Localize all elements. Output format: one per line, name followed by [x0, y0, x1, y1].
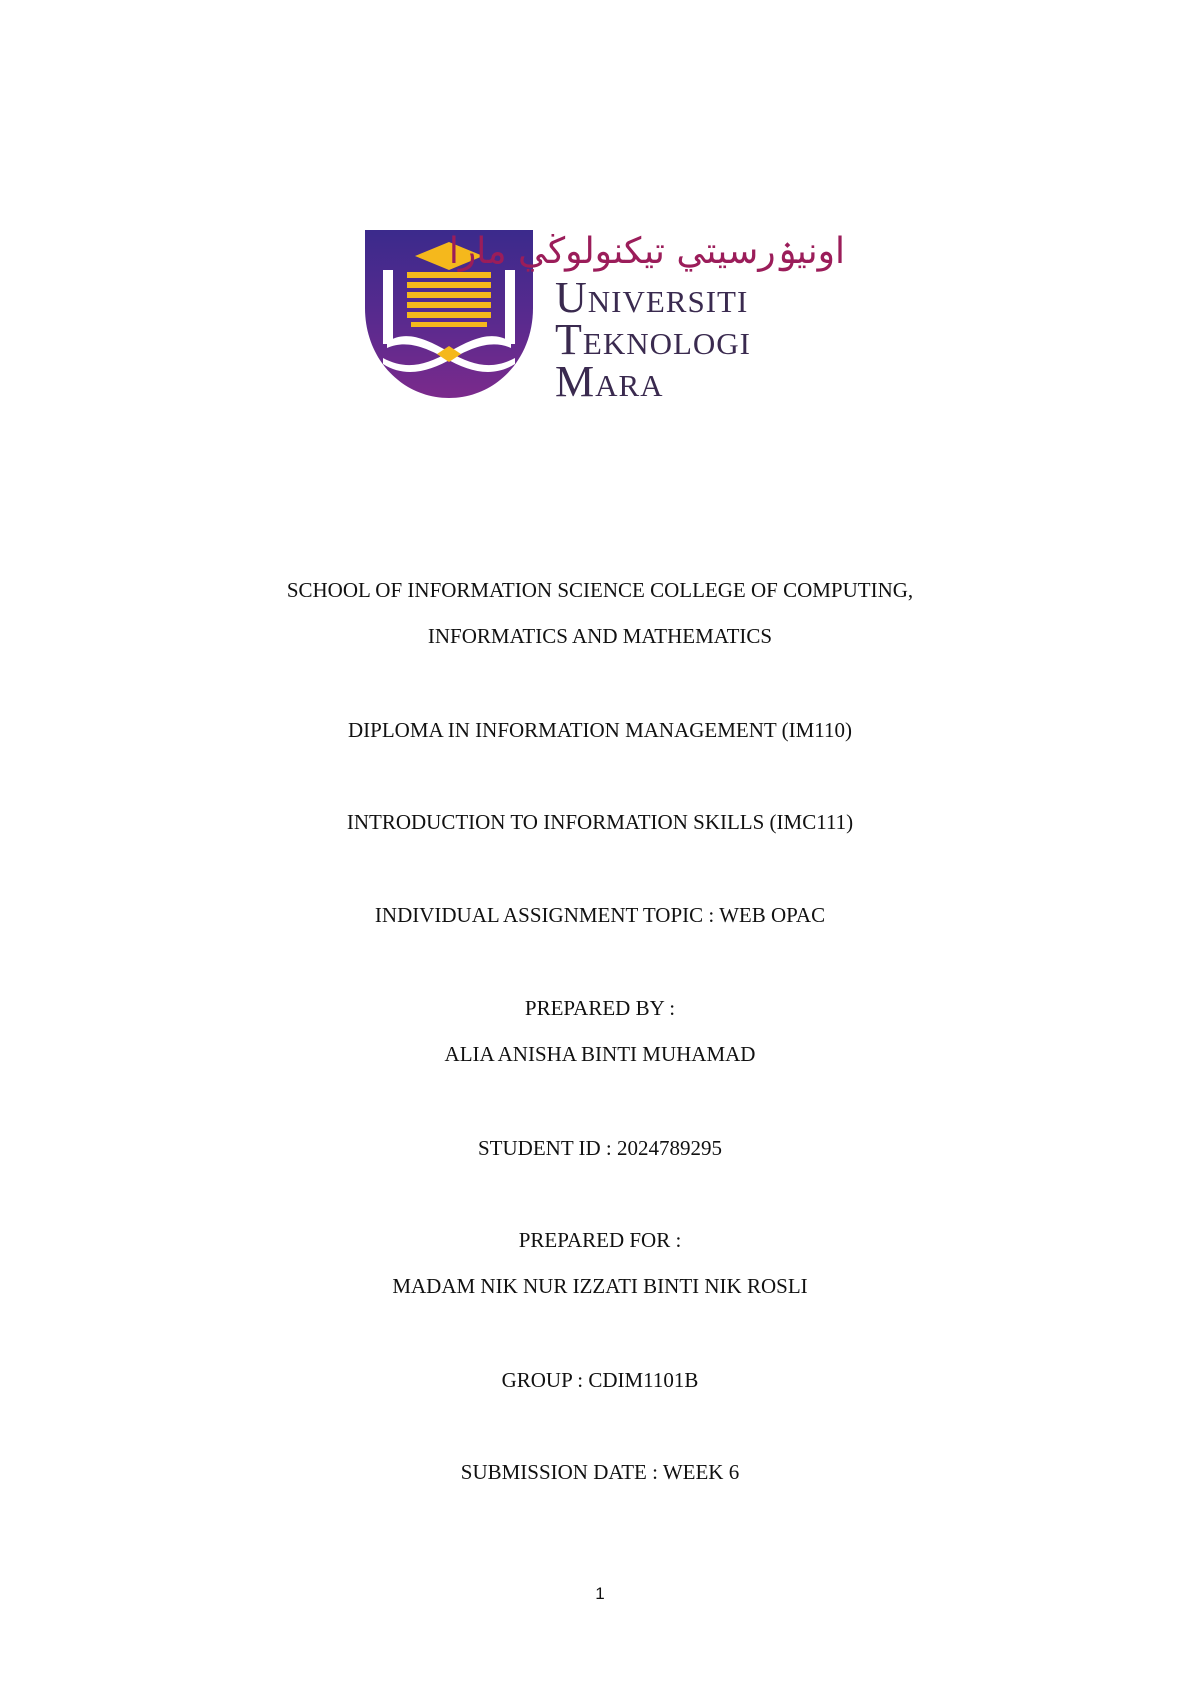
- university-wordmark: [448, 228, 855, 406]
- wordmark-universiti: Universiti: [555, 273, 749, 322]
- group-code: GROUP : CDIM1101B: [501, 1368, 699, 1392]
- diploma-title: DIPLOMA IN INFORMATION MANAGEMENT (IM110): [348, 718, 852, 742]
- prepared-by-name: ALIA ANISHA BINTI MUHAMAD: [444, 1042, 756, 1066]
- submission-date: SUBMISSION DATE : WEEK 6: [460, 1460, 740, 1484]
- student-id: STUDENT ID : 2024789295: [477, 1136, 723, 1160]
- prepared-by-label: PREPARED BY :: [524, 996, 676, 1020]
- prepared-for-name: MADAM NIK NUR IZZATI BINTI NIK ROSLI: [392, 1274, 808, 1298]
- school-heading-line-2: INFORMATICS AND MATHEMATICS: [427, 624, 773, 648]
- school-heading-line-1: SCHOOL OF INFORMATION SCIENCE COLLEGE OF COMPUTING,: [286, 578, 914, 602]
- university-logo: [365, 228, 855, 406]
- course-title: INTRODUCTION TO INFORMATION SKILLS (IMC111): [346, 810, 854, 834]
- jawi-script: اونيۏرسيتي تيكنولوڬي مارا: [448, 231, 845, 272]
- wordmark-mara: Mara: [555, 357, 664, 406]
- prepared-for-label: PREPARED FOR :: [518, 1228, 682, 1252]
- page-number: 1: [595, 1584, 605, 1603]
- wordmark-teknologi: Teknologi: [555, 315, 752, 364]
- assignment-topic: INDIVIDUAL ASSIGNMENT TOPIC : WEB OPAC: [374, 903, 826, 927]
